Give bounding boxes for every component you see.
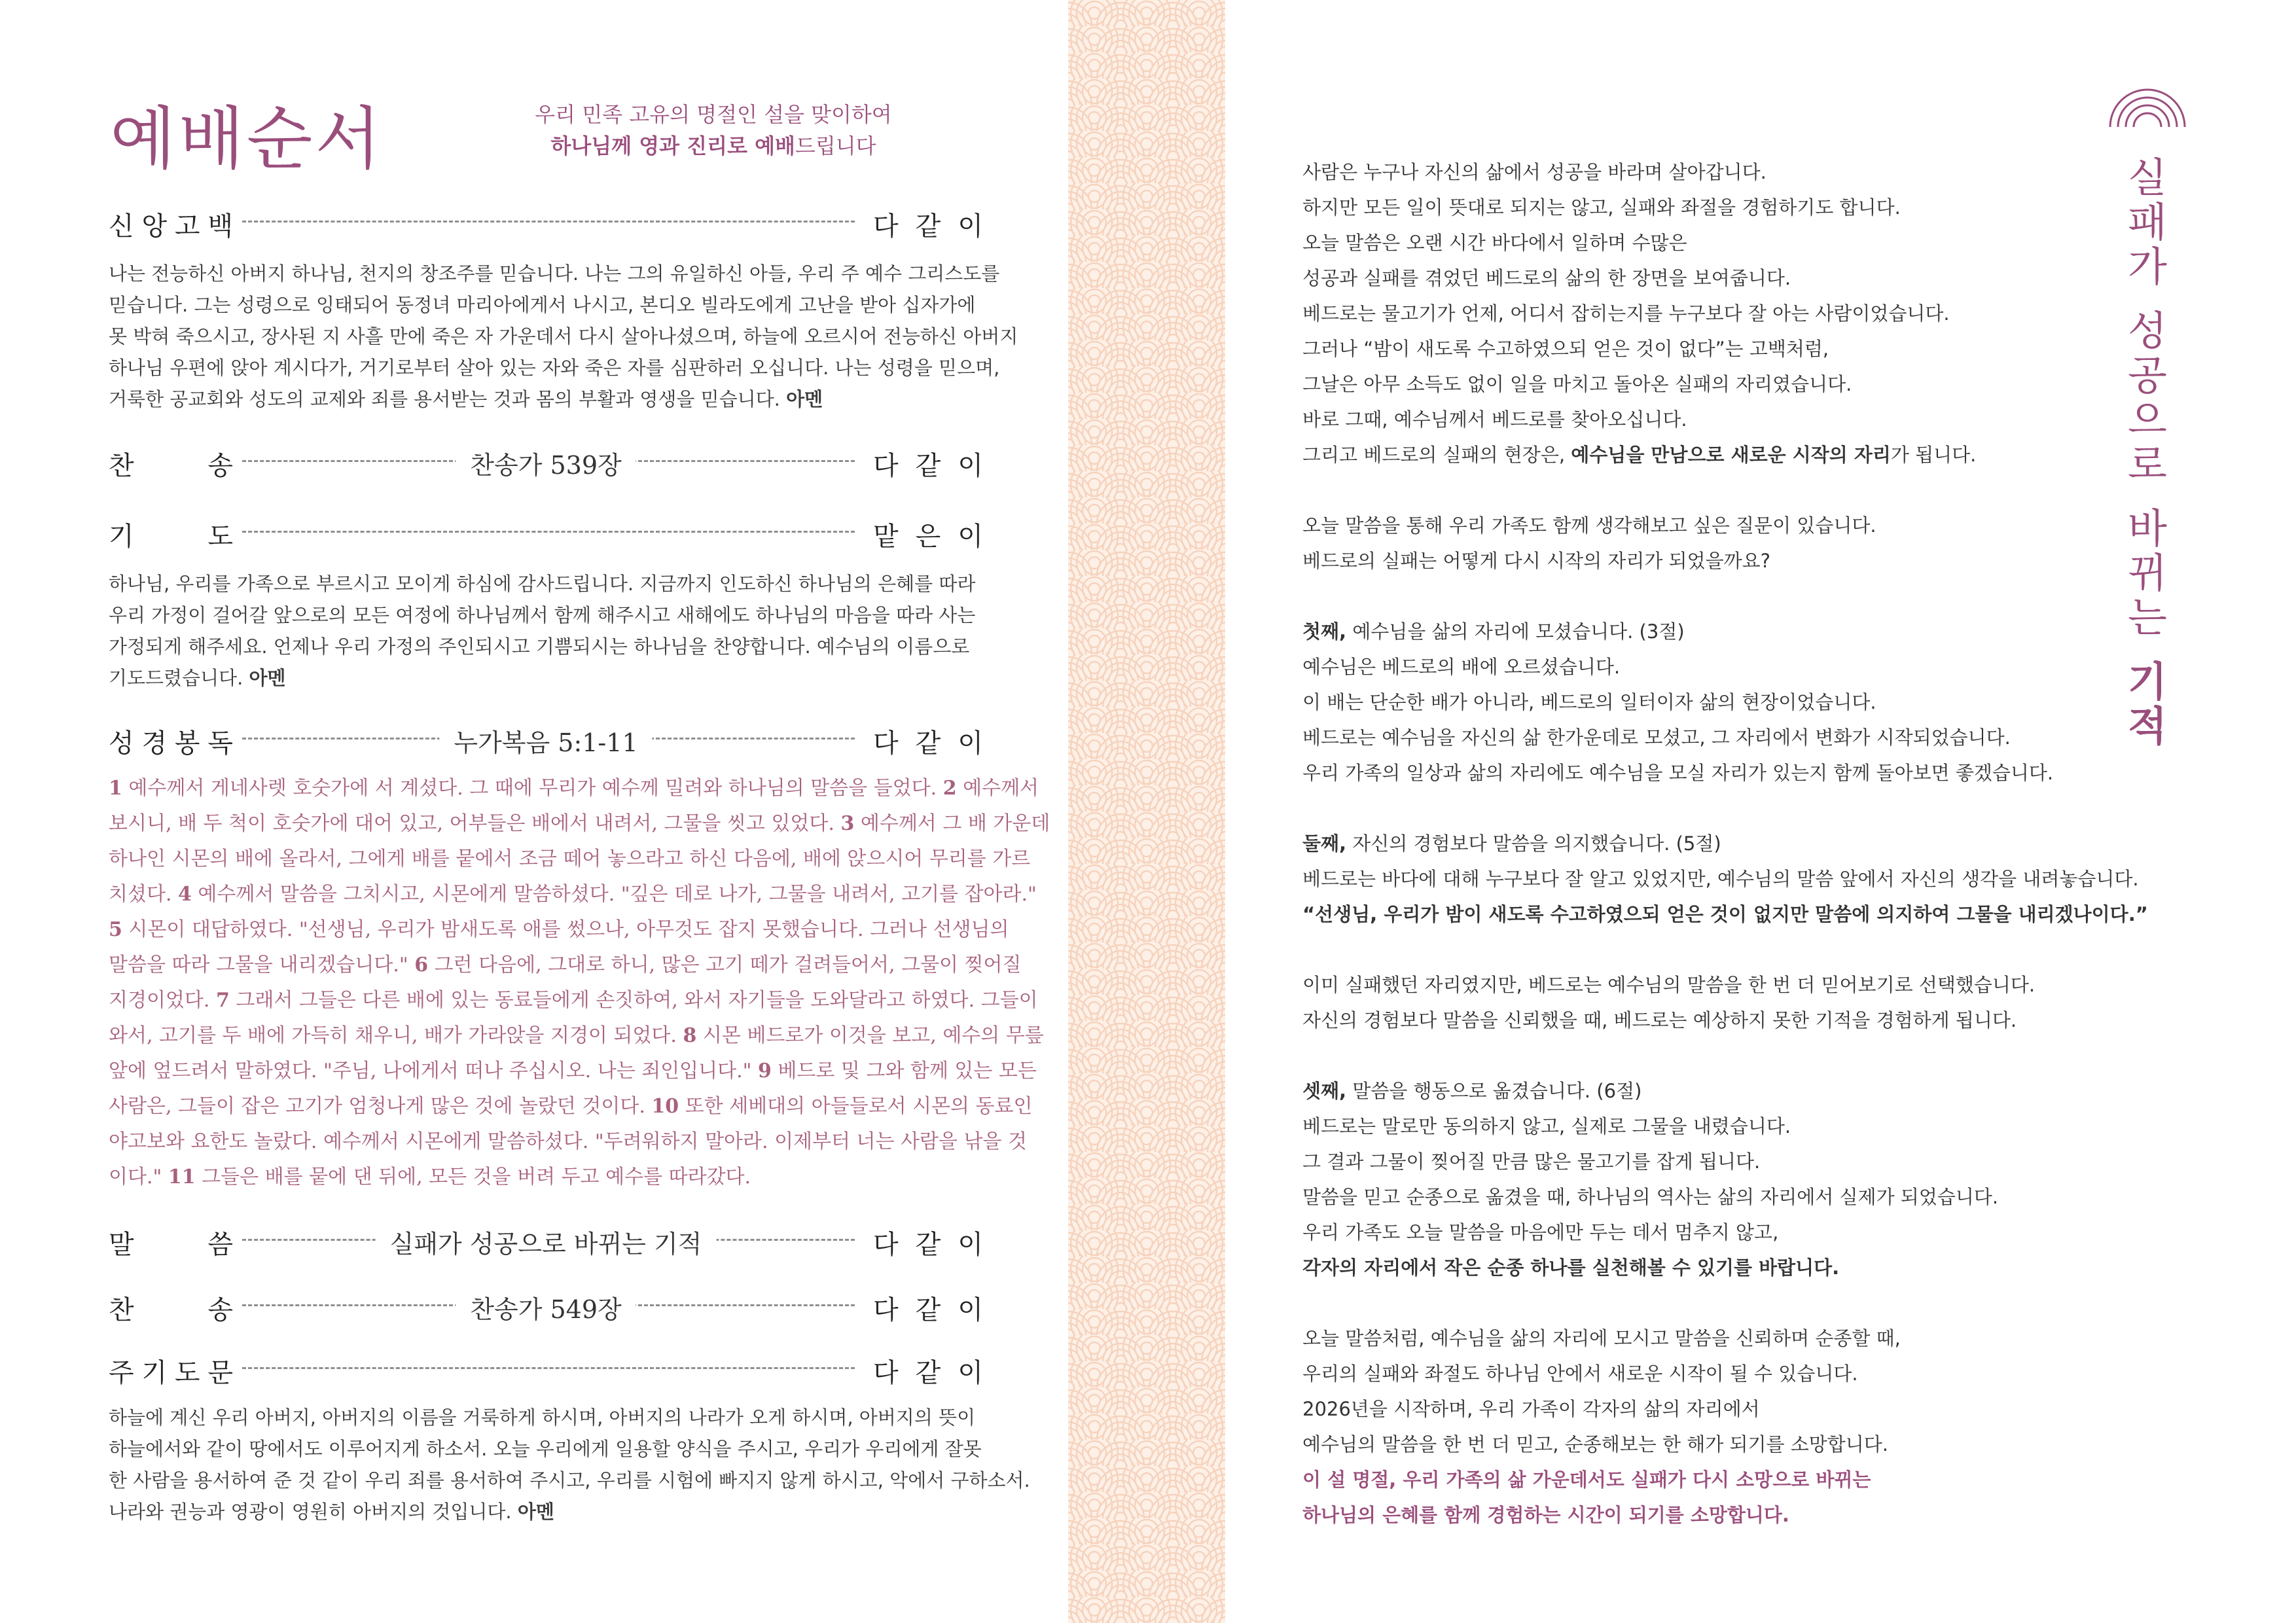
scripture-line: 야고보와 요한도 놀랐다. 예수께서 시몬에게 말씀하셨다. "두려워하지 말아라. 이제부터 너는 사람을 낚을 것 — [109, 1130, 1027, 1153]
order-label: 기 도 — [109, 522, 233, 552]
tagline-end: 드립니다 — [795, 134, 876, 158]
scripture-reference: 누가복음 5:1-11 — [439, 722, 652, 758]
order-label: 주 기 도 문 — [109, 1358, 233, 1388]
verse-number: 9 — [758, 1060, 772, 1082]
sermon-title: 실패가 성공으로 바뀌는 기적 — [376, 1224, 717, 1260]
verse-number: 8 — [683, 1024, 697, 1047]
scripture-line: 사람은, 그들이 잡은 고기가 엄청나게 많은 것에 놀랐던 것이다. 10 또한 세베대의 아들들로서 시몬의 동료인 — [109, 1095, 1033, 1118]
scripture-line: 치셨다. 4 예수께서 말씀을 그치시고, 시몬에게 말씀하셨다. "깊은 데로 나가, 그물을 내려서, 고기를 잡아라." — [109, 883, 1037, 906]
order-row-sermon — [109, 1220, 983, 1259]
scripture-text — [109, 771, 1050, 1195]
order-leader: 다 같 이 — [873, 451, 983, 481]
tagline-emphasis: 하나님께 영과 진리로 예배 — [550, 134, 795, 158]
verse-number: 1 — [109, 777, 122, 800]
sermon-vertical-title: 실 패 가 성 공 으 로 바 뀌 는 기 적 — [2128, 154, 2167, 750]
closing-highlight: 하나님의 은혜를 함께 경험하는 시간이 되기를 소망합니다. — [1302, 1504, 1789, 1526]
point-1-heading: 첫째, 예수님을 삶의 자리에 모셨습니다. (3절) — [1302, 620, 1685, 643]
tagline-line-2 — [458, 130, 969, 160]
order-row-scripture — [109, 719, 983, 758]
verse-number: 3 — [840, 812, 855, 835]
order-leader: 다 같 이 — [873, 1295, 983, 1325]
sermon-body: 사람은 누구나 자신의 삶에서 성공을 바라며 살아갑니다. 하지만 모든 일이 뜻대로 되지는 않고, 실패와 좌절을 경험하기도 합니다. 오늘 말씀은 오랜 시간 바다에서 일하며 수많은 성공과 실패를 겪었던 베드로의 삶의 한 장면을 보여줍니다. 베드로는 물고기가 언제, 어디서 잡히는지를 누구보다 잘 아는 사람이었습니다. 그러나 “밤이 새도록 수고하였으되 얻은 것이 없다”는 고백처럼, 그날은 아무 소득도 없이 일을 마치고 돌아온 실패의 자리였습니다. 바로 그때, 예수님께서 베드로를 찾아오십니다. 그리고 베드로의 실패의 현장은, 예수님을 만남으로 새로운 시작의 자리가 됩니다. 오늘 말씀을 통해 우리 가족도 함께 생각해보고 싶은 질문이 있습니다. 베드로의 실패는 어떻게 다시 시작의 자리가 되었을까요? 첫째, 예수님을 삶의 자리에 모셨습니다. (3절) 예수님은 베드로의 배에 오르셨습니다. 이 배는 단순한 배가 아니라, 베드로의 일터이자 삶의 현장이었습니다. 베드로는 예수님을 자신의 삶 한가운데로 모셨고, 그 자리에서 변화가 시작되었습니다. 우리 가족의 일상과 삶의 자리에도 예수님을 모실 자리가 있는지 함께 돌아보면 좋겠습니다. 둘째, 자신의 경험보다 말씀을 의지했습니다. (5절) 베드로는 바다에 대해 누구보다 잘 알고 있었지만, 예수님의 말씀 앞에서 자신의 생각을 내려놓습니다. “선생님, 우리가 밤이 새도록 수고하였으되 얻은 것이 없지만 말씀에 의지하여 그물을 내리겠나이다.” 이미 실패했던 자리였지만, 베드로는 예수님의 말씀을 한 번 더 믿어보기로 선택했습니다. 자신의 경험보다 말씀을 신뢰했을 때, 베드로는 예상하지 못한 기적을 경험하게 됩니다. 셋째, 말씀을 행동으로 옮겼습니다. (6절) 베드로는 말로만 동의하지 않고, 실제로 그물을 내렸습니다. 그 결과 그물이 찢어질 만큼 많은 물고기를 잡게 됩니다. 말씀을 믿고 순종으로 옮겼을 때, 하나님의 역사는 삶의 자리에서 실제가 되었습니다. 우리 가족도 오늘 말씀을 마음에만 두는 데서 멈추지 않고, 각자의 자리에서 작은 순종 하나를 실천해볼 수 있기를 바랍니다. 오늘 말씀처럼, 예수님을 삶의 자리에 모시고 말씀을 신뢰하며 순종할 때, 우리의 실패와 좌절도 하나님 안에서 새로운 시작이 될 수 있습니다. 2026년을 시작하며, 우리 가족이 각자의 삶의 자리에서 예수님의 말씀을 한 번 더 믿고, 순종해보는 한 해가 되기를 소망합니다. 이 설 명절, 우리 가족의 삶 가운데서도 실패가 다시 소망으로 바뀌는 하나님의 은혜를 함께 경험하는 시간이 되기를 소망합니다. — [1302, 154, 2153, 1533]
verse-number: 6 — [414, 954, 429, 976]
hymn-number: 찬송가 549장 — [456, 1289, 636, 1325]
scripture-line: 1 예수께서 게네사렛 호숫가에 서 계셨다. 그 때에 무리가 예수께 밀려와 하나님의 말씀을 들었다. 2 예수께서 — [109, 777, 1039, 800]
order-leader: 다 같 이 — [873, 1358, 983, 1388]
dotted-leader — [242, 221, 855, 223]
dotted-leader — [242, 1367, 855, 1369]
prayer-text: 하나님, 우리를 가족으로 부르시고 모이게 하심에 감사드립니다. 지금까지 인도하신 하나님의 은혜를 따라 우리 가정이 걸어갈 앞으로의 모든 여정에 하나님께서 함께 해주시고 새해에도 하나님의 마음을 따라 사는 가정되게 해주세요. 언제나 우리 가정의 주인되시고 기쁨되시는 하나님을 찬양합니다. 예수님의 이름으로 기도드렸습니다. 아멘 — [109, 573, 976, 689]
verse-number: 10 — [651, 1095, 679, 1118]
scripture-line: 지경이었다. 7 그래서 그들은 다른 배에 있는 동료들에게 손짓하여, 와서 자기들을 도와달라고 하였다. 그들이 — [109, 989, 1038, 1012]
order-label: 성 경 봉 독 — [109, 728, 233, 758]
verse-number: 7 — [215, 989, 230, 1012]
creed-text: 나는 전능하신 아버지 하나님, 천지의 창조주를 믿습니다. 나는 그의 유일하신 아들, 우리 주 예수 그리스도를 믿습니다. 그는 성령으로 잉태되어 동정녀 마리아에게서 나시고, 본디오 빌라도에게 고난을 받아 십자가에 못 박혀 죽으시고, 장사된 지 사흘 만에 죽은 자 가운데서 다시 살아나셨으며, 하늘에 오르시어 전능하신 아버지 하나님 우편에 앉아 계시다가, 거기로부터 살아 있는 자와 죽은 자를 심판하러 오십니다. 나는 성령을 믿으며, 거룩한 공교회와 성도의 교제와 죄를 용서받는 것과 몸의 부활과 영생을 믿습니다. 아멘 — [109, 262, 1018, 410]
tagline-line-1: 우리 민족 고유의 명절인 설을 맞이하여 — [535, 102, 892, 127]
scripture-line: 하나인 시몬의 배에 올라서, 그에게 배를 뭍에서 조금 떼어 놓으라고 하신 다음에, 배에 앉으시어 무리를 가르 — [109, 847, 1031, 870]
scripture-line: 앞에 엎드려서 말하였다. "주님, 나에게서 떠나 주십시오. 나는 죄인입니다." 9 베드로 및 그와 함께 있는 모든 — [109, 1060, 1037, 1082]
order-row-hymn-1 — [109, 441, 983, 480]
order-leader: 다 같 이 — [873, 211, 983, 241]
amen: 아멘 — [249, 667, 286, 689]
order-label: 신 앙 고 백 — [109, 211, 233, 241]
order-label: 찬 송 — [109, 451, 233, 481]
order-leader: 맡 은 이 — [873, 522, 983, 552]
amen: 아멘 — [517, 1501, 554, 1523]
order-leader: 다 같 이 — [873, 1230, 983, 1260]
page-title: 예배순서 — [110, 99, 384, 179]
hymn-number: 찬송가 539장 — [456, 445, 636, 481]
order-label: 말 씀 — [109, 1230, 233, 1260]
order-leader: 다 같 이 — [873, 728, 983, 758]
decorative-wave-pattern — [1068, 0, 1225, 1623]
lords-prayer-text: 하늘에 계신 우리 아버지, 아버지의 이름을 거룩하게 하시며, 아버지의 나라가 오게 하시며, 아버지의 뜻이 하늘에서와 같이 땅에서도 이루어지게 하소서. 오늘 우리에게 일용할 양식을 주시고, 우리가 우리에게 잘못 한 사람을 용서하여 준 것 같이 우리 죄를 용서하여 주시고, 우리를 시험에 빠지지 않게 하시고, 악에서 구하소서. 나라와 권능과 영광이 영원히 아버지의 것입니다. 아멘 — [109, 1406, 1030, 1523]
verse-number: 11 — [168, 1166, 196, 1188]
order-row-prayer — [109, 512, 983, 551]
scripture-line: 5 시몬이 대답하였다. "선생님, 우리가 밤새도록 애를 썼으나, 아무것도 잡지 못했습니다. 그러나 선생님의 — [109, 918, 1009, 941]
order-label: 찬 송 — [109, 1295, 233, 1325]
order-row-hymn-2 — [109, 1285, 983, 1325]
amen: 아멘 — [786, 388, 823, 410]
point-2-heading: 둘째, 자신의 경험보다 말씀을 의지했습니다. (5절) — [1302, 832, 1721, 855]
scripture-line: 이다." 11 그들은 배를 뭍에 댄 뒤에, 모든 것을 버려 두고 예수를 따라갔다. — [109, 1166, 751, 1188]
verse-number: 4 — [178, 883, 192, 906]
verse-number: 5 — [109, 918, 122, 941]
closing-highlight: 이 설 명절, 우리 가족의 삶 가운데서도 실패가 다시 소망으로 바뀌는 — [1302, 1469, 1871, 1491]
point-3-heading: 셋째, 말씀을 행동으로 옮겼습니다. (6절) — [1302, 1080, 1642, 1102]
dotted-leader — [242, 531, 855, 533]
order-row-creed — [109, 202, 983, 241]
order-row-lords-prayer — [109, 1348, 983, 1387]
scripture-line: 말씀을 따라 그물을 내리겠습니다." 6 그런 다음에, 그대로 하니, 많은 고기 떼가 걸려들어서, 그물이 찢어질 — [109, 954, 1022, 976]
verse-number: 2 — [942, 777, 957, 800]
rainbow-icon — [2106, 84, 2189, 132]
scripture-line: 보시니, 배 두 척이 호숫가에 대어 있고, 어부들은 배에서 내려서, 그물을 씻고 있었다. 3 예수께서 그 배 가운데 — [109, 812, 1050, 835]
scripture-line: 와서, 고기를 두 배에 가득히 채우니, 배가 가라앉을 지경이 되었다. 8 시몬 베드로가 이것을 보고, 예수의 무릎 — [109, 1024, 1044, 1047]
